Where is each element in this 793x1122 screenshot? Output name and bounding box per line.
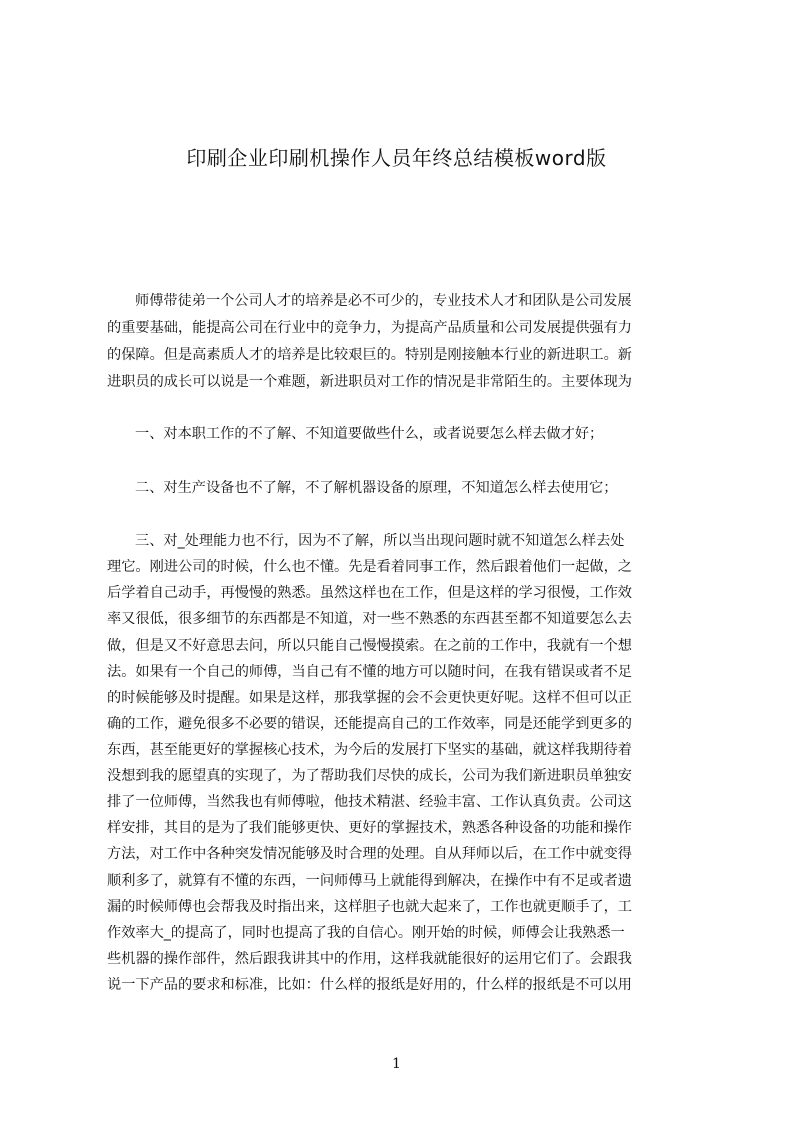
page-number: 1 xyxy=(392,1056,401,1072)
paragraph-line: 师傅带徒弟一个公司人才的培养是必不可少的，专业技术人才和团队是公司发展 xyxy=(135,293,632,309)
paragraph-line: 进职员的成长可以说是一个难题，新进职员对工作的情况是非常陌生的。主要体现为 xyxy=(107,374,632,390)
document-title: 印刷企业印刷机操作人员年终总结模板word版 xyxy=(186,146,607,170)
paragraph-line: 东西，甚至能更好的掌握核心技术，为今后的发展打下坚实的基础，就这样我期待着 xyxy=(107,742,632,758)
paragraph-line: 的保障。但是高素质人才的培养是比较艰巨的。特别是刚接触本行业的新进职工。新 xyxy=(107,347,632,363)
paragraph-line: 理它。刚进公司的时候，什么也不懂。先是看着同事工作，然后跟着他们一起做，之 xyxy=(107,559,632,575)
paragraph-line: 做，但是又不好意思去问，所以只能自己慢慢摸索。在之前的工作中，我就有一个想 xyxy=(107,638,632,654)
paragraph-line: 排了一位师傅，当然我也有师傅啦，他技术精湛、经验丰富、工作认真负责。公司这 xyxy=(107,794,632,810)
paragraph-line: 后学着自己动手，再慢慢的熟悉。虽然这样也在工作，但是这样的学习很慢，工作效 xyxy=(107,585,632,601)
paragraph-line: 三、对_处理能力也不行，因为不了解，所以当出现问题时就不知道怎么样去处 xyxy=(135,533,625,549)
paragraph-line: 方法，对工作中各种突发情况能够及时合理的处理。自从拜师以后，在工作中就变得 xyxy=(107,846,632,862)
list-item-1: 一、对本职工作的不了解、不知道要做些什么，或者说要怎么样去做才好； xyxy=(135,426,604,442)
paragraph-line: 的时候能够及时提醒。如果是这样，那我掌握的会不会更快更好呢。这样不但可以正 xyxy=(107,690,632,706)
paragraph-line: 率又很低，很多细节的东西都是不知道，对一些不熟悉的东西甚至都不知道要怎么去 xyxy=(107,611,632,627)
paragraph-line: 没想到我的愿望真的实现了，为了帮助我们尽快的成长，公司为我们新进职员单独安 xyxy=(107,768,632,784)
paragraph-line: 顺利多了，就算有不懂的东西，一问师傅马上就能得到解决，在操作中有不足或者遗 xyxy=(107,873,632,889)
paragraph-line: 些机器的操作部件，然后跟我讲其中的作用，这样我就能很好的运用它们了。会跟我 xyxy=(107,951,632,967)
paragraph-line: 确的工作，避免很多不必要的错误，还能提高自己的工作效率，同是还能学到更多的 xyxy=(107,716,632,732)
paragraph-line: 说一下产品的要求和标准，比如：什么样的报纸是好用的，什么样的报纸是不可以用 xyxy=(107,977,632,993)
list-item-2: 二、对生产设备也不了解，不了解机器设备的原理，不知道怎么样去使用它； xyxy=(135,480,618,496)
paragraph-line: 样安排，其目的是为了我们能够更快、更好的掌握技术，熟悉各种设备的功能和操作 xyxy=(107,820,632,836)
paragraph-line: 漏的时候师傅也会帮我及时指出来，这样胆子也就大起来了，工作也就更顺手了，工 xyxy=(107,899,632,915)
paragraph-line: 作效率大_的提高了，同时也提高了我的自信心。刚开始的时候，师傅会让我熟悉一 xyxy=(107,925,625,941)
paragraph-line: 法。如果有一个自己的师傅，当自己有不懂的地方可以随时问，在我有错误或者不足 xyxy=(107,664,632,680)
paragraph-line: 的重要基础，能提高公司在行业中的竞争力，为提高产品质量和公司发展提供强有力 xyxy=(107,320,632,336)
